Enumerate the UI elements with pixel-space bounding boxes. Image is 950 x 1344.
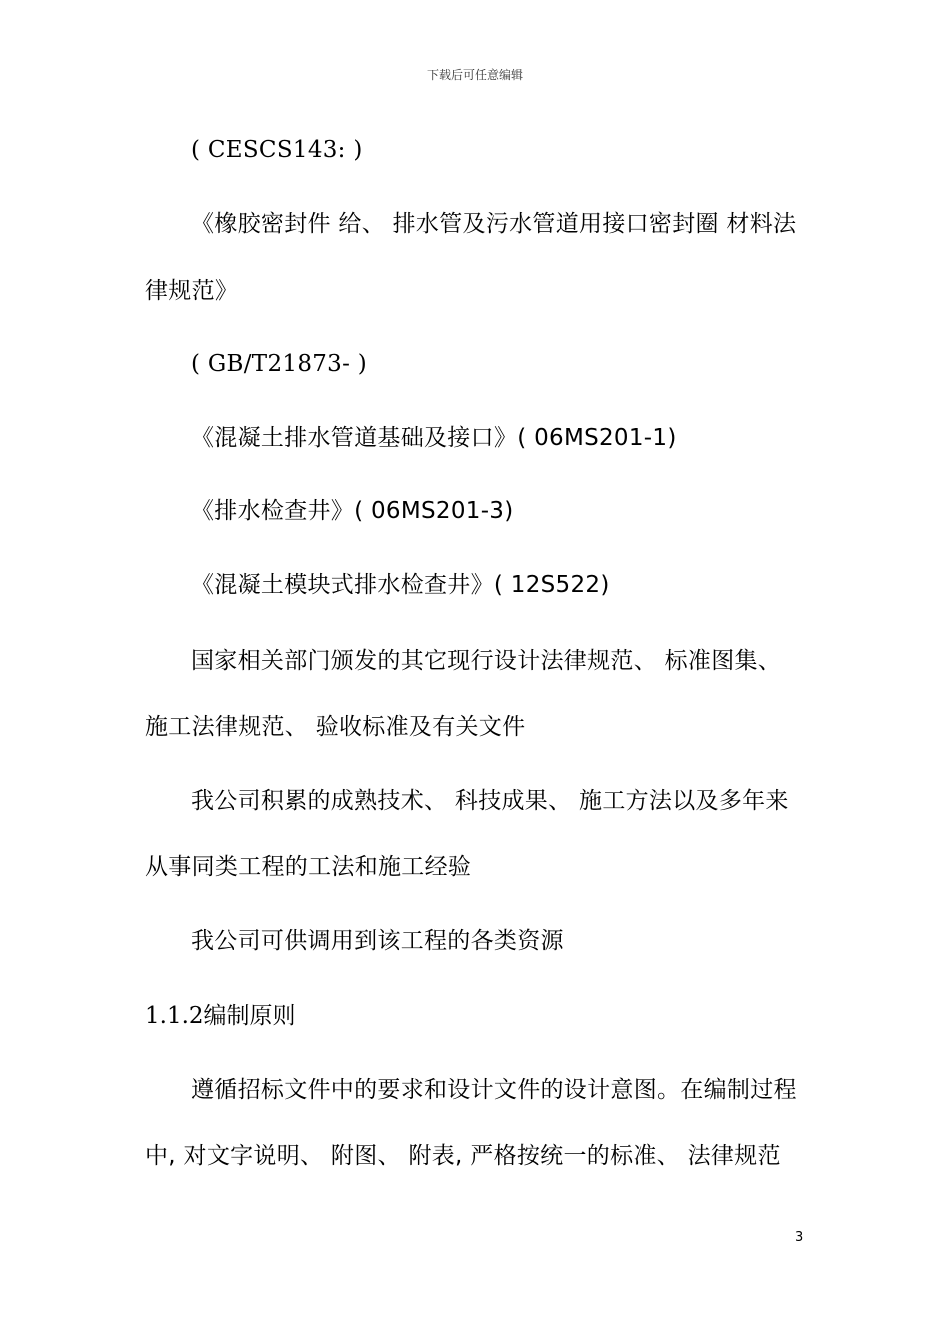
standard-title-rubber-seal-cont: 律规范》 bbox=[145, 278, 239, 304]
page-header: 下载后可任意编辑 bbox=[426, 68, 523, 82]
paragraph-company-technology-cont: 从事同类工程的工法和施工经验 bbox=[145, 854, 472, 880]
paragraph-company-technology: 我公司积累的成熟技术、 科技成果、 施工方法以及多年来 bbox=[191, 788, 789, 814]
paragraph-national-standards: 国家相关部门颁发的其它现行设计法律规范、 标准图集、 bbox=[191, 648, 782, 674]
standard-code-gbt21873: ( GB/T21873- ) bbox=[191, 351, 368, 377]
standard-title-drainage-foundation: 《混凝土排水管道基础及接口》( 06MS201-1) bbox=[191, 425, 677, 451]
standard-code-cescs143: ( CESCS143: ) bbox=[191, 137, 363, 163]
standard-title-modular-well: 《混凝土模块式排水检查井》( 12S522) bbox=[191, 572, 610, 598]
section-title: 编制原则 bbox=[203, 1003, 296, 1029]
section-number: 1.1.2 bbox=[145, 1003, 204, 1029]
standard-title-rubber-seal: 《橡胶密封件 给、 排水管及污水管道用接口密封圈 材料法 bbox=[191, 211, 797, 237]
standard-title-inspection-well: 《排水检查井》( 06MS201-3) bbox=[191, 498, 514, 524]
paragraph-company-resources: 我公司可供调用到该工程的各类资源 bbox=[191, 928, 564, 954]
paragraph-national-standards-cont: 施工法律规范、 验收标准及有关文件 bbox=[145, 714, 526, 740]
page-number: 3 bbox=[795, 1230, 804, 1245]
paragraph-principles-cont: 中, 对文字说明、 附图、 附表, 严格按统一的标准、 法律规范 bbox=[145, 1143, 781, 1169]
paragraph-principles: 遵循招标文件中的要求和设计文件的设计意图。在编制过程 bbox=[191, 1077, 797, 1103]
section-heading bbox=[145, 1001, 296, 1031]
